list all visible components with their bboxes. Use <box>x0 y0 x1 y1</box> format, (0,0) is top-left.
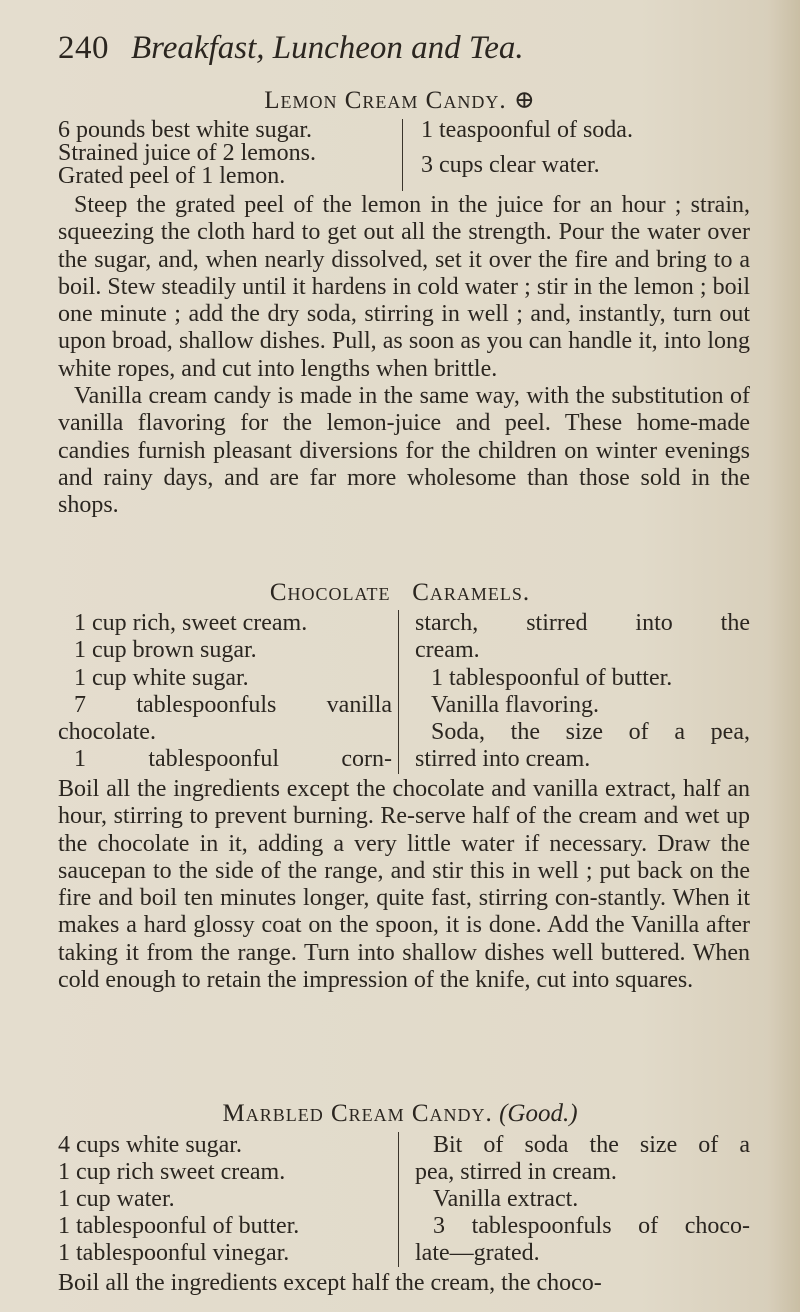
ingredient-item: Vanilla flavoring. <box>431 691 599 718</box>
ingredient-item: 3 tablespoonfuls of choco- <box>433 1213 750 1239</box>
ingredients-lemon-cream-candy <box>58 119 750 191</box>
ingredient-item: 1 cup brown sugar. <box>74 637 257 664</box>
ingredient-item: chocolate. <box>58 719 156 746</box>
ingredient-item: 6 pounds best white sugar. <box>58 117 312 143</box>
ingredient-item: stirred into cream. <box>415 746 591 773</box>
running-title: Breakfast, Luncheon and Tea. <box>131 30 524 66</box>
page-number: 240 <box>58 30 109 66</box>
recipe-title-lemon-cream-candy: Lemon Cream Candy. ⊕ <box>264 87 536 114</box>
ingredient-item: 1 cup white sugar. <box>74 664 249 691</box>
ingredients-marbled-cream-candy <box>58 1132 750 1267</box>
ingredient-item: 1 teaspoonful of soda. <box>421 117 633 143</box>
ingredient-item: 1 tablespoonful of butter. <box>431 664 673 691</box>
ingredients-left-column <box>58 119 402 191</box>
ingredients-left-column <box>58 610 398 774</box>
ingredient-item: 1 tablespoonful of butter. <box>58 1213 300 1239</box>
ingredient-item: 1 tablespoonful vinegar. <box>58 1240 290 1266</box>
ingredient-item: 7 tablespoonfuls vanilla <box>74 691 392 718</box>
ingredient-item: cream. <box>415 637 480 664</box>
ingredient-item: 4 cups white sugar. <box>58 1132 242 1158</box>
ingredient-item: 3 cups clear water. <box>421 152 600 178</box>
recipe-mark-icon: ⊕ <box>513 87 536 114</box>
paragraph: Boil all the ingredients except half the cream, the choco- <box>58 1270 602 1296</box>
ingredient-item: Soda, the size of a pea, <box>431 719 750 746</box>
recipe-title-marbled-cream-candy: Marbled Cream Candy. (Good.) <box>222 1100 578 1127</box>
page-header <box>58 28 524 68</box>
recipe-note: (Good.) <box>499 1100 578 1127</box>
paragraph: Steep the grated peel of the lemon in the juice for an hour ; strain, squeezing the cloth hard to get out all the strength. Pour the water over the sugar, and, when nearly dissolved, set it over the fire and bring to a boil. Stew steadily until it hardens in cold water ; stir in the lemon ; boil one minute ; add the dry soda, stirring in well ; and, instantly, turn out upon broad, shallow dishes. Pull, as soon as you can handle it, into long white ropes, and cut into lengths when brittle. <box>58 192 750 382</box>
paragraph: Vanilla cream candy is made in the same way, with the substitution of vanilla flavoring for the lemon-juice and peel. These home-made candies furnish pleasant diversions for the children on winter evenings and rainy days, and are far more wholesome than those sold in the shops. <box>58 383 750 519</box>
ingredient-item: 1 cup rich sweet cream. <box>58 1159 286 1185</box>
ingredient-item: 1 cup rich, sweet cream. <box>74 610 308 636</box>
recipe-title-chocolate-caramels: Chocolate Caramels. <box>269 579 531 606</box>
ingredients-right-column <box>398 1132 750 1267</box>
ingredient-item: Grated peel of 1 lemon. <box>58 163 286 189</box>
ingredient-item: 1 cup water. <box>58 1186 175 1212</box>
paragraph: Boil all the ingredients except the chocolate and vanilla extract, half an hour, stirring to prevent burning. Re-serve half of the cream and wet up the chocolate in it, adding a very little water if necessary. Draw the saucepan to the side of the range, and stir this in well ; put back on the fire and boil ten minutes longer, quite fast, stirring con-stantly. When it makes a hard glossy coat on the spoon, it is done. Add the Vanilla after taking it from the range. Turn into shallow dishes well buttered. When cold enough to retain the impression of the knife, cut into squares. <box>58 776 750 994</box>
ingredients-right-column <box>402 119 750 191</box>
ingredient-item: 1 tablespoonful corn- <box>74 746 392 773</box>
ingredient-item: starch, stirred into the <box>415 610 750 636</box>
ingredient-item: late—grated. <box>415 1240 540 1266</box>
ingredients-chocolate-caramels <box>58 610 750 774</box>
instructions-marbled-cream-candy <box>58 1270 750 1297</box>
ingredient-item: Strained juice of 2 lemons. <box>58 140 316 166</box>
ingredient-item: Bit of soda the size of a <box>433 1132 750 1158</box>
ingredient-item: Vanilla extract. <box>433 1186 579 1212</box>
instructions-lemon-cream-candy <box>58 192 750 520</box>
ingredients-right-column <box>398 610 750 774</box>
instructions-chocolate-caramels <box>58 776 750 994</box>
ingredients-left-column <box>58 1132 398 1267</box>
ingredient-item: pea, stirred in cream. <box>415 1159 617 1185</box>
